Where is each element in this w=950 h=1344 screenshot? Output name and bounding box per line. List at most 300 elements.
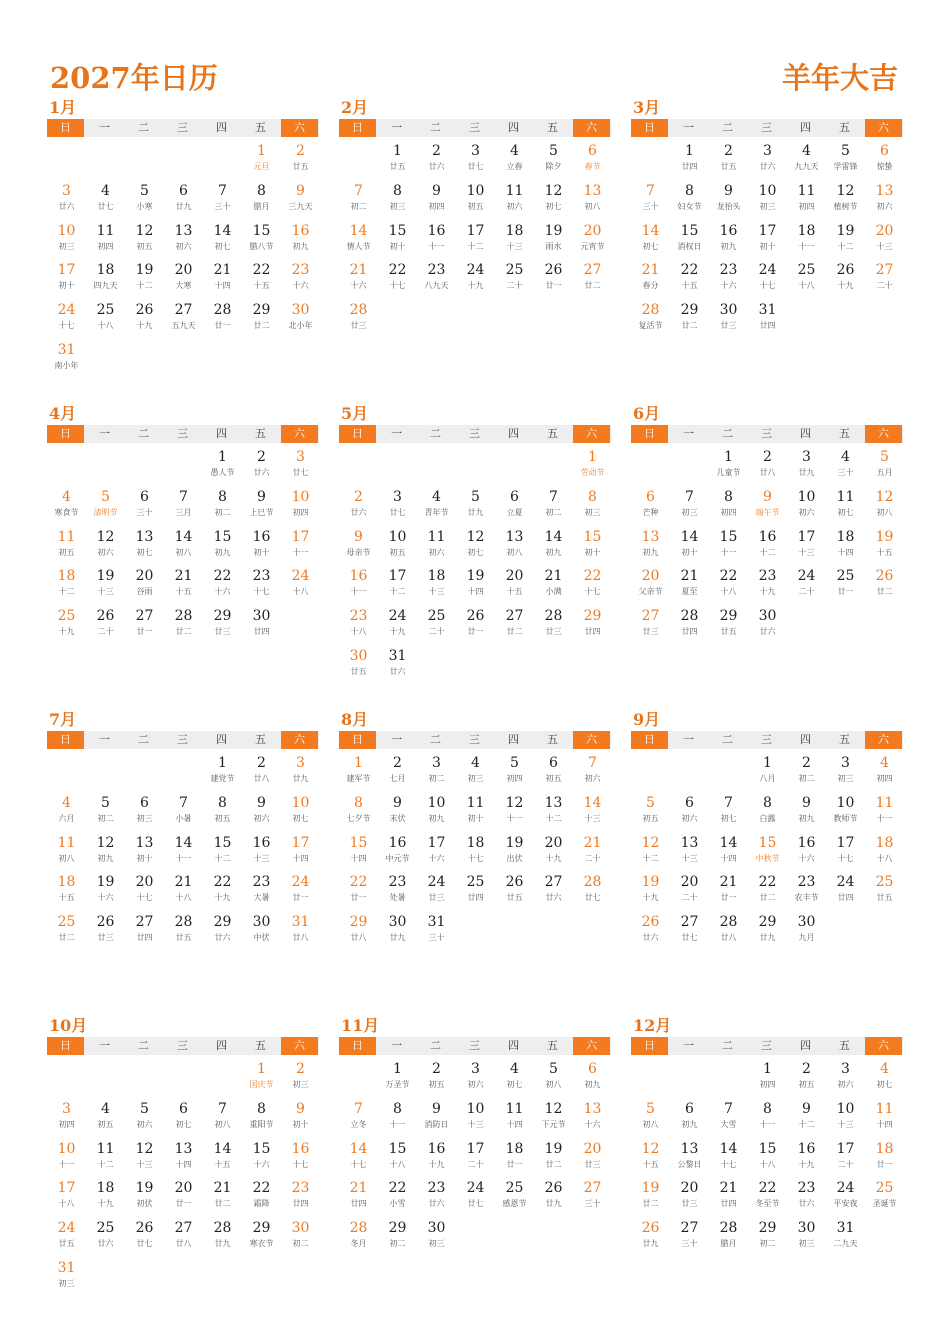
lunar-date: 廿五 [58, 1239, 75, 1249]
lunar-date: 廿九 [292, 774, 309, 783]
lunar-date: 十四 [292, 853, 309, 863]
weekday-label: 六 [281, 119, 318, 137]
lunar-date: 廿五 [175, 933, 192, 943]
weekday-label: 六 [573, 119, 610, 137]
weekday-label: 日 [631, 1037, 668, 1055]
day-number: 22 [719, 568, 738, 585]
day-cell [787, 914, 826, 952]
lunar-date: 母亲节 [346, 547, 371, 557]
day-number: 15 [213, 528, 232, 545]
lunar-date: 十三 [253, 853, 270, 863]
day-cell [47, 835, 86, 873]
lunar-date: 初二 [97, 813, 114, 823]
day-cell [787, 755, 826, 793]
lunar-date: 廿七 [292, 468, 309, 477]
day-number: 27 [583, 262, 602, 279]
day-cell [631, 568, 670, 606]
day-cell [417, 1141, 456, 1179]
day-number: 5 [549, 143, 558, 159]
day-number: 30 [291, 1220, 310, 1237]
day-number: 2 [296, 143, 305, 159]
day-cell [203, 223, 242, 261]
lunar-date: 十九 [642, 893, 659, 903]
day-cell [47, 1180, 86, 1218]
lunar-date: 廿一 [467, 627, 484, 637]
lunar-date: 元旦 [253, 162, 270, 171]
lunar-date: 腊八节 [249, 241, 274, 251]
day-cell [573, 835, 612, 873]
day-number: 27 [680, 914, 699, 931]
day-number: 5 [140, 182, 149, 199]
day-cell [748, 755, 787, 793]
day-cell [281, 914, 320, 952]
day-number: 6 [140, 794, 149, 811]
lunar-date: 三十 [681, 1239, 698, 1249]
day-number: 28 [583, 874, 602, 891]
lunar-date: 初六 [97, 547, 114, 557]
day-cell [826, 143, 865, 181]
lunar-date: 初七 [837, 507, 854, 517]
day-cell [203, 1141, 242, 1179]
day-number: 12 [466, 528, 485, 545]
weekday-label: 四 [800, 733, 811, 746]
day-number: 2 [393, 755, 402, 771]
day-cell [826, 1141, 865, 1179]
lunar-date: 廿八 [720, 933, 737, 943]
day-cell [495, 1141, 534, 1179]
lunar-date: 十九 [798, 1159, 815, 1169]
day-cell [378, 874, 417, 912]
day-number: 6 [646, 488, 655, 505]
day-cell [378, 1061, 417, 1099]
day-number: 15 [252, 1140, 271, 1157]
day-number: 10 [291, 794, 310, 811]
lunar-date: 廿七 [584, 893, 601, 903]
day-number: 20 [135, 874, 154, 891]
day-cell [709, 608, 748, 646]
day-cell [417, 755, 456, 793]
day-number: 18 [427, 568, 446, 585]
lunar-date: 建党节 [210, 774, 235, 783]
lunar-date: 南小年 [54, 361, 79, 370]
day-cell [125, 302, 164, 340]
day-number: 30 [252, 608, 271, 625]
weekday-label: 五 [255, 427, 266, 440]
day-cell [748, 449, 787, 487]
lunar-date: 十七 [389, 281, 406, 291]
day-cell [417, 1220, 456, 1258]
day-cell [865, 1180, 904, 1218]
day-cell [125, 1101, 164, 1139]
day-cell [86, 1101, 125, 1139]
day-number: 9 [296, 182, 305, 199]
lunar-date: 十一 [175, 853, 192, 863]
day-number: 27 [174, 1220, 193, 1237]
day-number: 23 [349, 608, 368, 625]
lunar-date: 廿三 [642, 627, 659, 637]
day-number: 14 [349, 1140, 368, 1157]
weekday-label: 二 [722, 733, 733, 746]
lunar-date: 初六 [506, 201, 523, 211]
lunar-date: 初二 [389, 1239, 406, 1249]
lunar-date: 初六 [253, 813, 270, 823]
month-title: 1月 [49, 98, 77, 117]
day-cell [631, 1141, 670, 1179]
lunar-date: 初四 [798, 201, 815, 211]
weekday-label: 日 [339, 425, 376, 443]
weekday-label: 一 [683, 121, 694, 134]
day-cell [125, 183, 164, 221]
day-cell [456, 568, 495, 606]
day-cell [281, 449, 320, 487]
day-number: 22 [388, 262, 407, 279]
day-cell [339, 489, 378, 527]
lunar-date: 十七 [253, 587, 270, 597]
day-cell [865, 874, 904, 912]
day-number: 7 [646, 182, 655, 199]
lunar-date: 十九 [759, 587, 776, 597]
lunar-date: 春分 [642, 281, 659, 291]
day-number: 11 [505, 182, 524, 199]
day-cell [456, 1180, 495, 1218]
lunar-date: 初十 [136, 853, 153, 863]
day-cell [125, 568, 164, 606]
lunar-date: 初八 [58, 853, 75, 863]
day-number: 21 [213, 1180, 232, 1197]
day-number: 27 [544, 874, 563, 891]
day-number: 31 [57, 342, 76, 358]
day-cell [787, 183, 826, 221]
day-number: 8 [393, 182, 402, 199]
day-number: 18 [57, 874, 76, 891]
day-number: 25 [505, 262, 524, 279]
day-cell [164, 223, 203, 261]
day-cell [826, 568, 865, 606]
lunar-date: 廿七 [467, 162, 484, 171]
day-cell [865, 1101, 904, 1139]
day-cell [339, 648, 378, 686]
day-number: 11 [427, 528, 446, 545]
day-number: 25 [836, 568, 855, 585]
day-cell [826, 1101, 865, 1139]
weekday-label: 日 [631, 119, 668, 137]
weekday-label: 二 [138, 1039, 149, 1052]
day-number: 28 [680, 608, 699, 625]
day-number: 20 [174, 1180, 193, 1197]
day-cell [573, 795, 612, 833]
day-number: 19 [466, 568, 485, 585]
day-number: 23 [291, 1180, 310, 1197]
day-number: 17 [466, 222, 485, 239]
lunar-date: 初三 [681, 507, 698, 517]
day-cell [281, 302, 320, 340]
day-cell [125, 874, 164, 912]
lunar-date: 初十 [467, 813, 484, 823]
lunar-date: 十七 [58, 321, 75, 331]
lunar-date: 初十 [58, 281, 75, 291]
day-cell [339, 1180, 378, 1218]
day-number: 29 [388, 1220, 407, 1237]
lunar-date: 劳动节 [580, 468, 605, 477]
lunar-date: 六月 [58, 813, 75, 823]
weekday-label: 二 [138, 121, 149, 134]
lunar-date: 初二 [545, 507, 562, 517]
day-number: 28 [641, 302, 660, 319]
day-number: 17 [758, 222, 777, 239]
lunar-date: 十六 [292, 281, 309, 291]
day-number: 1 [588, 449, 597, 465]
day-number: 6 [588, 143, 597, 159]
day-number: 24 [836, 1180, 855, 1197]
day-cell [787, 449, 826, 487]
day-number: 28 [349, 1220, 368, 1237]
day-cell [670, 143, 709, 181]
day-cell [534, 1061, 573, 1099]
day-number: 24 [797, 568, 816, 585]
day-cell [534, 529, 573, 567]
lunar-date: 初五 [428, 1080, 445, 1089]
day-number: 22 [252, 262, 271, 279]
weekday-header [47, 731, 319, 749]
lunar-date: 十五 [642, 1159, 659, 1169]
day-cell [242, 1220, 281, 1258]
day-cell [631, 262, 670, 300]
lunar-date: 十三 [837, 1119, 854, 1129]
weekday-label: 三 [177, 121, 188, 134]
day-cell [203, 1220, 242, 1258]
lunar-date: 十二 [97, 1159, 114, 1169]
day-cell [203, 914, 242, 952]
day-number: 15 [758, 834, 777, 851]
day-number: 16 [758, 528, 777, 545]
day-cell [47, 914, 86, 952]
day-cell [339, 795, 378, 833]
day-number: 1 [393, 1061, 402, 1077]
weekday-label: 六 [865, 731, 902, 749]
day-number: 11 [875, 794, 894, 811]
day-cell [125, 1220, 164, 1258]
lunar-date: 大暑 [253, 893, 270, 903]
day-cell [378, 183, 417, 221]
weekday-label: 四 [216, 427, 227, 440]
day-cell [787, 1180, 826, 1218]
day-number: 1 [393, 143, 402, 159]
day-number: 15 [252, 222, 271, 239]
day-cell [125, 223, 164, 261]
lunar-date: 初二 [214, 507, 231, 517]
day-cell [417, 1101, 456, 1139]
day-cell [865, 143, 904, 181]
lunar-date: 初十 [681, 547, 698, 557]
day-number: 24 [388, 608, 407, 625]
day-number: 22 [583, 568, 602, 585]
lunar-date: 廿三 [545, 627, 562, 637]
day-number: 11 [96, 222, 115, 239]
weekday-label: 三 [761, 1039, 772, 1052]
day-number: 15 [213, 834, 232, 851]
day-number: 4 [510, 1061, 519, 1077]
day-cell [495, 1180, 534, 1218]
lunar-date: 消权日 [677, 241, 702, 251]
day-cell [242, 262, 281, 300]
day-cell [670, 489, 709, 527]
day-number: 11 [505, 1100, 524, 1117]
day-cell [339, 914, 378, 952]
day-cell [787, 568, 826, 606]
lunar-date: 廿九 [214, 1239, 231, 1249]
day-cell [281, 529, 320, 567]
day-cell [281, 835, 320, 873]
day-cell [534, 489, 573, 527]
day-cell [47, 489, 86, 527]
day-number: 14 [641, 222, 660, 239]
day-cell [86, 223, 125, 261]
lunar-date: 廿六 [214, 933, 231, 943]
day-number: 19 [96, 568, 115, 585]
day-number: 5 [101, 488, 110, 505]
day-number: 8 [588, 488, 597, 505]
day-number: 17 [291, 528, 310, 545]
day-number: 29 [213, 608, 232, 625]
day-cell [670, 302, 709, 340]
weekday-label: 四 [216, 733, 227, 746]
lunar-date: 二十 [428, 627, 445, 637]
day-number: 28 [213, 1220, 232, 1237]
day-cell [203, 449, 242, 487]
lunar-date: 廿六 [428, 162, 445, 171]
weekday-header [631, 119, 903, 137]
day-cell [456, 795, 495, 833]
day-number: 22 [680, 262, 699, 279]
day-cell [203, 529, 242, 567]
lunar-date: 廿九 [389, 933, 406, 943]
day-number: 16 [427, 1140, 446, 1157]
day-cell [495, 874, 534, 912]
day-number: 11 [57, 528, 76, 545]
day-cell [125, 1180, 164, 1218]
weekday-label: 六 [281, 731, 318, 749]
day-number: 28 [174, 914, 193, 931]
day-number: 22 [213, 568, 232, 585]
weekday-label: 六 [865, 425, 902, 443]
month-title: 8月 [341, 710, 369, 729]
day-cell [242, 835, 281, 873]
lunar-date: 廿八 [759, 468, 776, 477]
day-number: 3 [471, 1061, 480, 1077]
weekday-label: 二 [138, 733, 149, 746]
weekday-label: 三 [469, 121, 480, 134]
day-number: 3 [841, 755, 850, 771]
day-number: 11 [57, 834, 76, 851]
day-cell [339, 568, 378, 606]
day-number: 17 [57, 1180, 76, 1197]
day-number: 15 [758, 1140, 777, 1157]
month-title: 3月 [633, 98, 661, 117]
lunar-date: 十二 [58, 587, 75, 597]
lunar-date: 初八 [584, 201, 601, 211]
day-number: 30 [427, 1220, 446, 1237]
day-number: 21 [349, 262, 368, 279]
day-number: 7 [724, 1100, 733, 1117]
day-number: 12 [96, 834, 115, 851]
day-cell [242, 143, 281, 181]
lunar-date: 十二 [214, 853, 231, 863]
weekday-label: 六 [865, 1037, 902, 1055]
day-cell [709, 1220, 748, 1258]
lunar-date: 十三 [428, 587, 445, 597]
lunar-date: 初六 [428, 547, 445, 557]
day-number: 26 [135, 302, 154, 319]
day-cell [281, 1101, 320, 1139]
day-number: 20 [641, 568, 660, 585]
day-number: 18 [797, 222, 816, 239]
lunar-date: 初二 [292, 1239, 309, 1249]
day-number: 21 [213, 262, 232, 279]
lunar-date: 寒衣节 [249, 1239, 274, 1249]
day-number: 23 [252, 568, 271, 585]
weekday-label: 四 [800, 427, 811, 440]
lunar-date: 出伏 [506, 853, 523, 863]
day-cell [203, 874, 242, 912]
lunar-date: 三十 [136, 507, 153, 517]
lunar-date: 初四 [759, 1080, 776, 1089]
lunar-date: 圣诞节 [872, 1199, 897, 1209]
lunar-date: 初七 [506, 1080, 523, 1089]
weekday-label: 日 [47, 1037, 84, 1055]
lunar-date: 龙抬头 [716, 201, 741, 211]
day-number: 16 [427, 222, 446, 239]
day-number: 18 [836, 528, 855, 545]
day-cell [865, 183, 904, 221]
day-number: 17 [291, 834, 310, 851]
day-cell [709, 835, 748, 873]
day-number: 16 [719, 222, 738, 239]
day-cell [670, 874, 709, 912]
day-cell [281, 568, 320, 606]
day-number: 13 [680, 834, 699, 851]
lunar-date: 十一 [876, 813, 893, 823]
lunar-date: 十二 [837, 241, 854, 251]
day-number: 5 [101, 794, 110, 811]
day-number: 15 [583, 528, 602, 545]
day-cell [378, 489, 417, 527]
lunar-date: 十五 [58, 893, 75, 903]
day-cell [534, 568, 573, 606]
day-number: 29 [252, 1220, 271, 1237]
day-number: 28 [719, 1220, 738, 1237]
day-cell [378, 143, 417, 181]
lunar-date: 中伏 [253, 933, 270, 943]
day-number: 21 [544, 568, 563, 585]
day-cell [573, 183, 612, 221]
day-cell [709, 1141, 748, 1179]
day-cell [378, 835, 417, 873]
lunar-date: 十三 [467, 1119, 484, 1129]
day-cell [86, 529, 125, 567]
weekday-label: 六 [573, 425, 610, 443]
day-cell [748, 183, 787, 221]
day-number: 25 [427, 608, 446, 625]
lunar-date: 清明节 [93, 507, 118, 517]
day-number: 11 [836, 488, 855, 505]
day-cell [281, 1220, 320, 1258]
lunar-date: 十一 [798, 241, 815, 251]
lunar-date: 廿六 [545, 893, 562, 903]
lunar-date: 惊蛰 [876, 162, 893, 171]
lunar-date: 初二 [350, 201, 367, 211]
lunar-date: 初六 [175, 241, 192, 251]
day-number: 27 [505, 608, 524, 625]
